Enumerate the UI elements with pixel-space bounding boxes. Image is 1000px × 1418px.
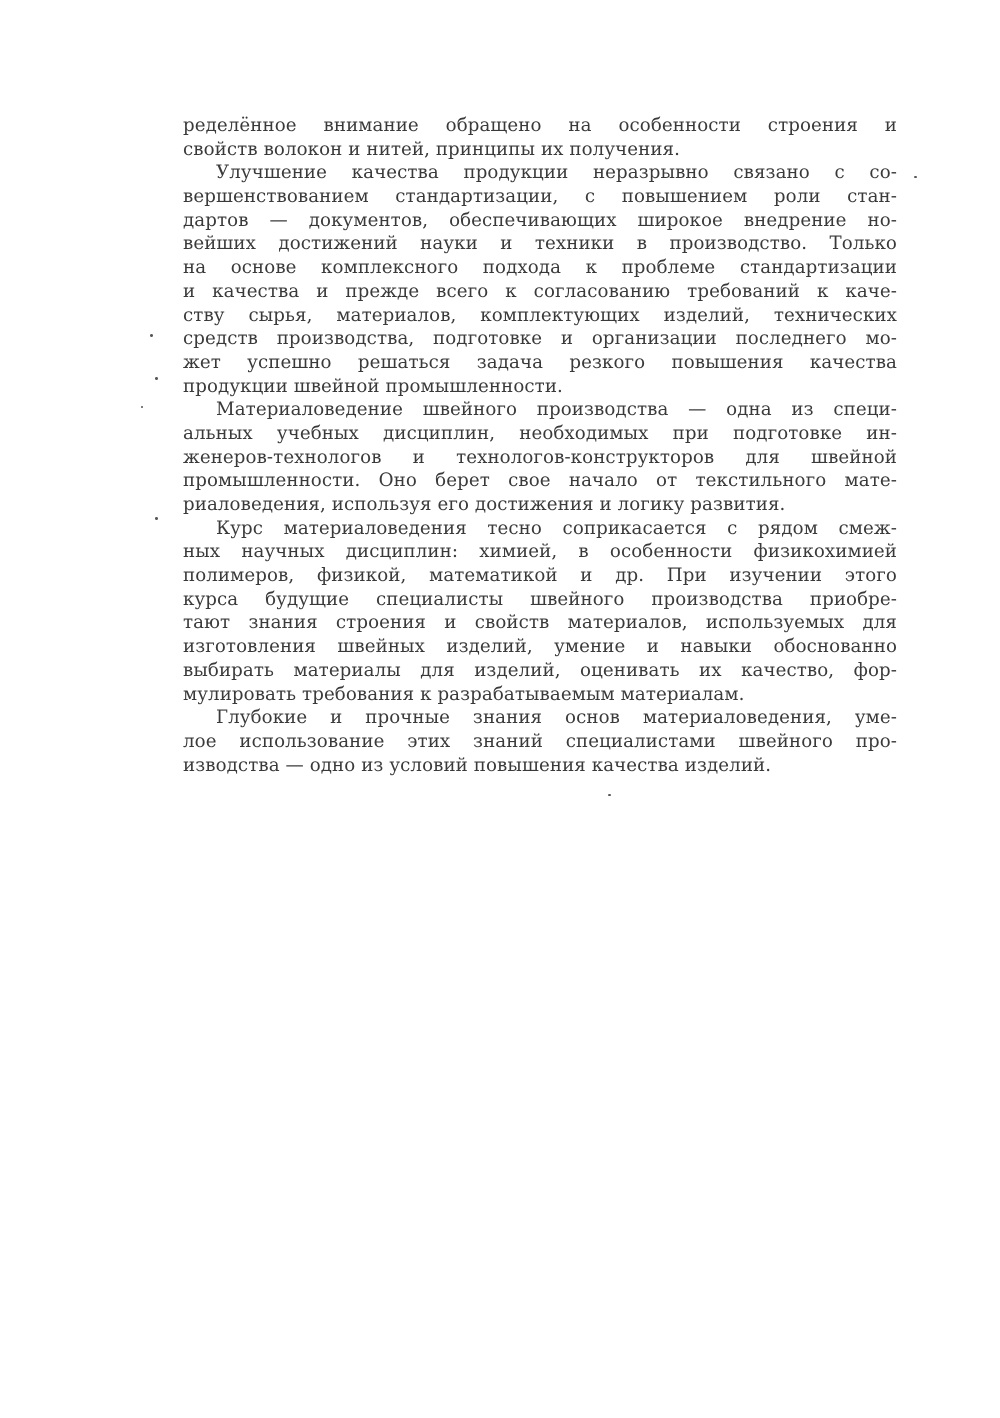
text-line: женеров-технологов и технологов-конструкторов для швейной: [183, 446, 897, 468]
text-line: мулировать требования к разрабатываемым материалам.: [183, 683, 745, 705]
text-line: альных учебных дисциплин, необходимых при подготовке ин-: [183, 422, 897, 444]
scan-speck: [141, 406, 143, 408]
text-line: Материаловедение швейного производства — одна из специ-: [216, 399, 897, 421]
text-line: вейших достижений науки и техники в производство. Только: [183, 233, 897, 255]
scan-speck: [155, 377, 158, 380]
text-line: дартов — документов, обеспечивающих широкое внедрение но-: [183, 209, 897, 231]
text-line: изводства — одно из условий повышения качества изделий.: [183, 754, 772, 776]
text-line: на основе комплексного подхода к проблеме стандартизации: [183, 257, 897, 279]
scan-speck: [914, 176, 917, 178]
body-text: [183, 114, 897, 777]
text-line: промышленности. Оно берет свое начало от текстильного мате-: [183, 470, 897, 492]
text-line: свойств волокон и нитей, принципы их получения.: [183, 138, 681, 160]
text-line: лое использование этих знаний специалистами швейного про-: [183, 730, 897, 752]
text-line: и качества и прежде всего к согласованию требований к каче-: [183, 280, 897, 302]
scan-speck: [150, 334, 153, 337]
text-line: Курс материаловедения тесно соприкасается с рядом смеж-: [216, 517, 897, 539]
text-line: полимеров, физикой, математикой и др. При изучении этого: [183, 565, 897, 587]
text-line: жет успешно решаться задача резкого повышения качества: [183, 351, 897, 373]
text-line: ределённое внимание обращено на особенности строения и: [183, 115, 897, 136]
text-line: изготовления швейных изделий, умение и навыки обоснованно: [183, 636, 897, 658]
text-line: риаловедения, используя его достижения и логику развития.: [183, 494, 786, 515]
text-line: продукции швейной промышленности.: [183, 375, 563, 397]
text-line: Улучшение качества продукции неразрывно связано с со-: [216, 162, 897, 184]
text-line: выбирать материалы для изделий, оценивать их качество, фор-: [183, 659, 897, 681]
text-line: курса будущие специалисты швейного производства приобре-: [183, 588, 897, 610]
text-line: средств производства, подготовке и организации последнего мо-: [183, 328, 897, 350]
scan-speck: [608, 794, 611, 796]
text-line: тают знания строения и свойств материалов, используемых для: [183, 612, 897, 634]
text-line: вершенствованием стандартизации, с повышением роли стан-: [183, 186, 897, 208]
text-line: Глубокие и прочные знания основ материаловедения, уме-: [216, 707, 897, 729]
text-line: ных научных дисциплин: химией, в особенности физикохимией: [183, 541, 897, 563]
scan-speck: [155, 517, 158, 520]
text-line: ству сырья, материалов, комплектующих изделий, технических: [183, 304, 897, 326]
